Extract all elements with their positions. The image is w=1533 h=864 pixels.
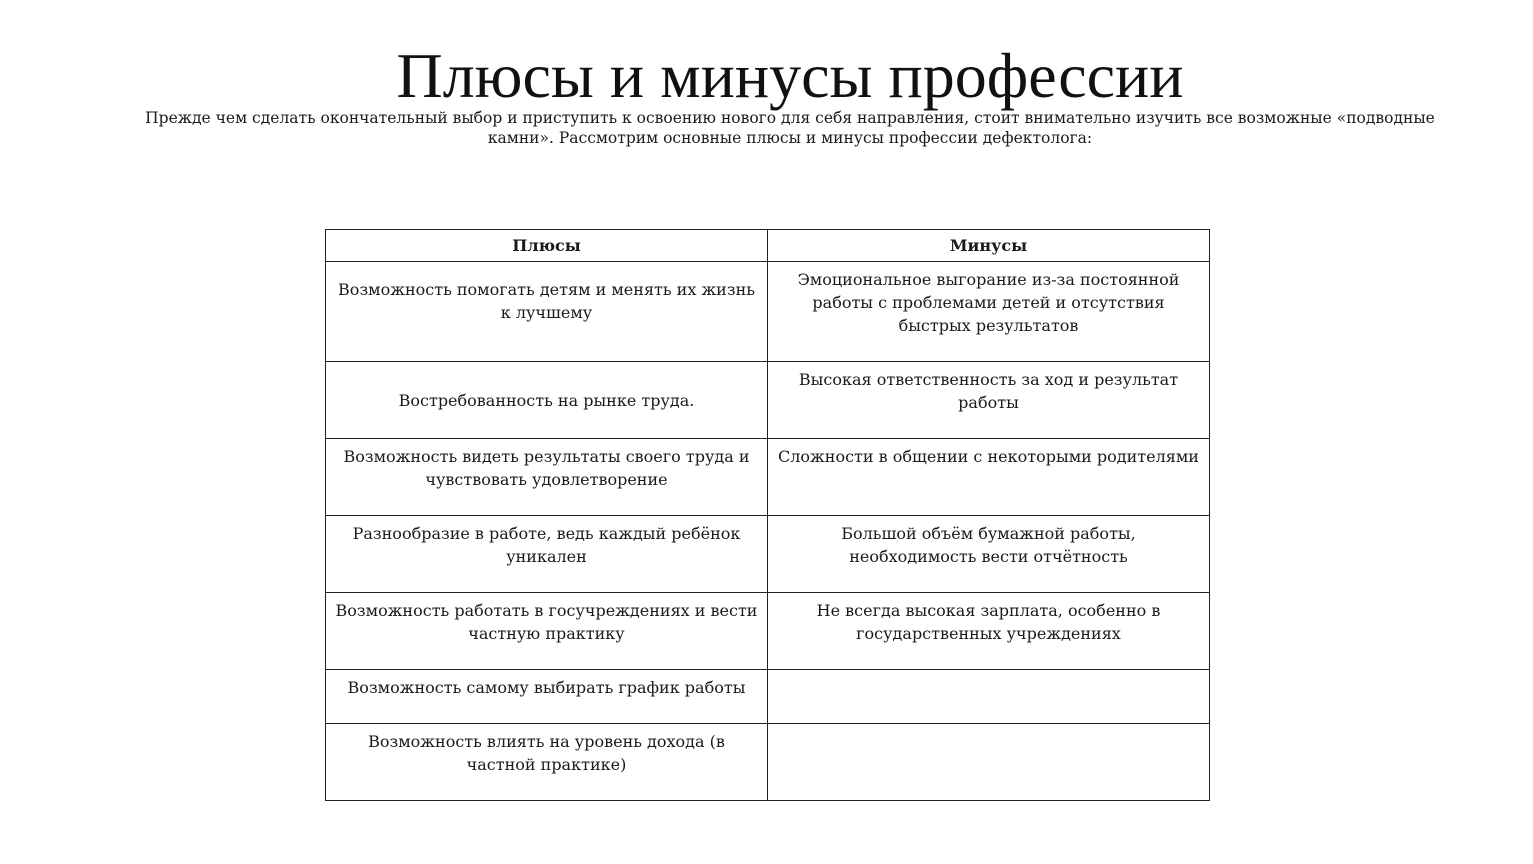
intro-paragraph: Прежде чем сделать окончательный выбор и приступить к освоению нового для себя направления, стоит внимательно изучить все возможные «подводные камни». Рассмотрим основные плюсы и минусы профессии дефектолога: bbox=[145, 109, 1435, 147]
con-cell bbox=[768, 724, 1210, 801]
con-cell: Эмоциональное выгорание из-за постоянной работы с проблемами детей и отсутствия быстрых результатов bbox=[768, 262, 1210, 362]
pro-cell: Востребованность на рынке труда. bbox=[326, 362, 768, 439]
con-cell bbox=[768, 670, 1210, 724]
con-cell: Сложности в общении с некоторыми родителями bbox=[768, 439, 1210, 516]
slide-title: Плюсы и минусы профессии bbox=[396, 40, 1184, 111]
table-row bbox=[326, 262, 1210, 362]
pro-cell: Возможность помогать детям и менять их жизнь к лучшему bbox=[326, 262, 768, 362]
header-pros: Плюсы bbox=[326, 230, 768, 262]
table-row bbox=[326, 593, 1210, 670]
pro-cell: Возможность видеть результаты своего труда и чувствовать удовлетворение bbox=[326, 439, 768, 516]
con-cell: Большой объём бумажной работы, необходимость вести отчётность bbox=[768, 516, 1210, 593]
pro-cell: Разнообразие в работе, ведь каждый ребёнок уникален bbox=[326, 516, 768, 593]
table-header-row bbox=[326, 230, 1210, 262]
header-cons: Минусы bbox=[768, 230, 1210, 262]
table-row bbox=[326, 516, 1210, 593]
table-row bbox=[326, 670, 1210, 724]
pro-cell: Возможность влиять на уровень дохода (в частной практике) bbox=[326, 724, 768, 801]
table-row bbox=[326, 724, 1210, 801]
table-row bbox=[326, 362, 1210, 439]
pros-cons-table bbox=[325, 229, 1210, 801]
con-cell: Высокая ответственность за ход и результат работы bbox=[768, 362, 1210, 439]
con-cell: Не всегда высокая зарплата, особенно в государственных учреждениях bbox=[768, 593, 1210, 670]
pro-cell: Возможность работать в госучреждениях и вести частную практику bbox=[326, 593, 768, 670]
table-row bbox=[326, 439, 1210, 516]
pro-cell: Возможность самому выбирать график работы bbox=[326, 670, 768, 724]
